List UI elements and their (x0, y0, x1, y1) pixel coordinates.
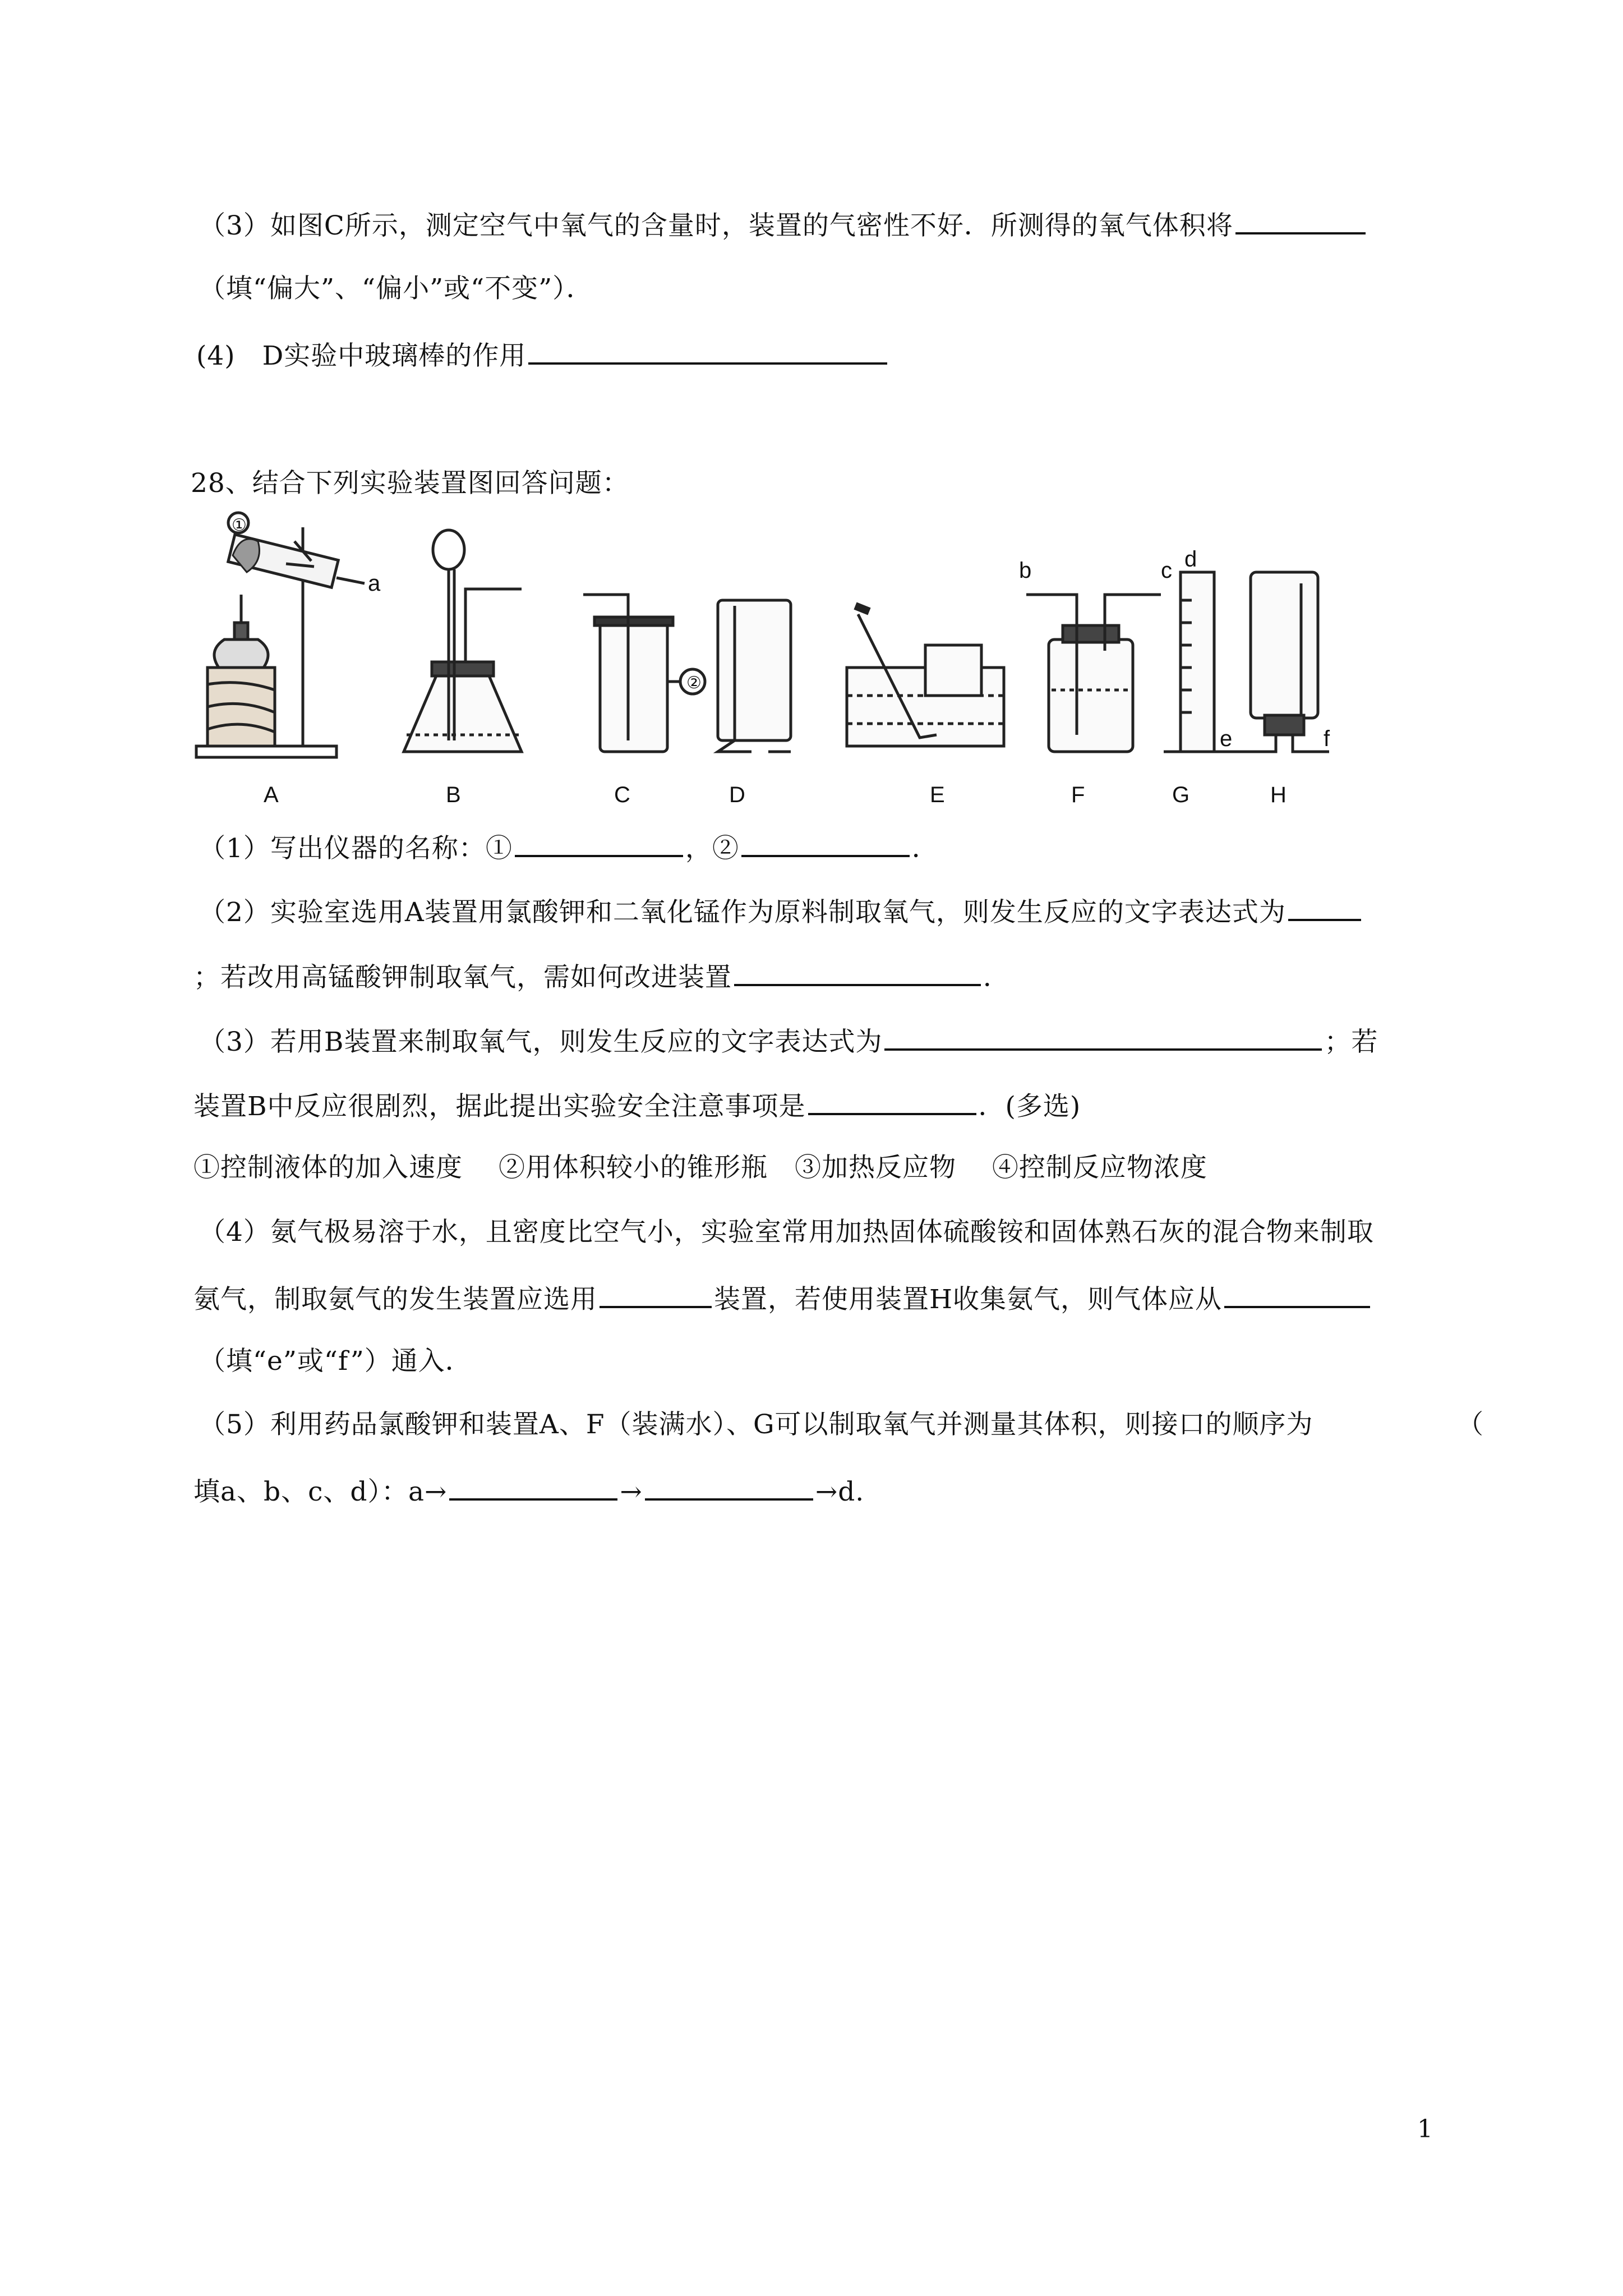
q28-part2-end: ． (983, 962, 1010, 993)
q28-part2-text2: ；若改用高锰酸钾制取氧气，需如何改进装置 (193, 962, 732, 993)
q28-part3-line2 (193, 1087, 1081, 1124)
apparatus-b (404, 530, 522, 752)
apparatus-g (1164, 572, 1231, 752)
q28-part4-text: （4）氨气极易溶于水，且密度比空气小，实验室常用加热固体硫酸铵和固体熟石灰的混合物来制取 (199, 1217, 1374, 1248)
q28-part5-paren-text: （ (1457, 1409, 1484, 1440)
answer-blank[interactable] (884, 1023, 1322, 1051)
q28-part4-line3 (199, 1345, 472, 1378)
answer-blank[interactable] (1288, 893, 1361, 921)
port-d-label: d (1184, 547, 1197, 572)
q27-part4-text: (4) D实验中玻璃棒的作用 (196, 341, 527, 371)
port-e-label: e (1220, 726, 1233, 751)
q28-part2-text: （2）实验室选用A装置用氯酸钾和二氧化锰作为原料制取氧气，则发生反应的文字表达式为 (199, 897, 1286, 928)
answer-blank[interactable] (600, 1280, 712, 1308)
q28-part4-text3: 装置，若使用装置H收集氨气，则气体应从 (714, 1284, 1222, 1315)
port-f-label: f (1324, 726, 1330, 751)
port-b-label: b (1019, 558, 1032, 583)
q28-title (191, 467, 629, 500)
q28-part3-line1 (199, 1023, 1378, 1059)
q27-part4-line (196, 337, 889, 373)
apparatus-figure (185, 510, 1363, 813)
answer-blank[interactable] (1224, 1280, 1370, 1308)
answer-blank[interactable] (734, 958, 981, 986)
q27-part3-hint: （填“偏大”、“偏小”或“不变”）． (199, 273, 593, 304)
q28-part1-end: ． (911, 833, 939, 864)
q27-part3-text: （3）如图C所示，测定空气中氧气的含量时，装置的气密性不好．所测得的氧气体积将 (199, 210, 1233, 241)
q28-part5-line2 (193, 1473, 864, 1509)
q28-part4-line2 (193, 1280, 1372, 1317)
q28-part5-paren (1457, 1408, 1484, 1442)
apparatus-label-c: C (614, 783, 630, 807)
apparatus-label-e: E (930, 783, 945, 807)
q28-part3-text2: 装置B中反应很剧烈，据此提出实验安全注意事项是 (193, 1091, 806, 1122)
answer-blank[interactable] (449, 1473, 617, 1501)
apparatus-c (583, 595, 705, 752)
apparatus-label-g: G (1172, 783, 1190, 807)
apparatus-label-a: A (264, 783, 279, 807)
q28-part2-line1 (199, 893, 1363, 930)
apparatus-a (196, 513, 365, 757)
q28-part5-arrow: → (620, 1476, 643, 1507)
q28-title-text: 28、结合下列实验装置图回答问题： (191, 468, 629, 499)
q28-part2-line2 (193, 958, 1010, 995)
answer-blank[interactable] (515, 829, 683, 857)
answer-blank[interactable] (808, 1087, 976, 1115)
apparatus-d (718, 600, 791, 752)
apparatus-label-b: B (446, 783, 461, 807)
apparatus-h (1228, 572, 1329, 752)
q28-part3-if: ；若 (1324, 1027, 1378, 1057)
q28-options-line (193, 1151, 1207, 1185)
q27-part3-line1 (199, 206, 1368, 243)
answer-blank[interactable] (1235, 206, 1366, 234)
q28-part4-text2: 氨气，制取氨气的发生装置应选用 (193, 1284, 597, 1315)
mark-1: ① (232, 516, 247, 535)
q28-part3-multi: ．(多选) (978, 1091, 1081, 1122)
apparatus-label-d: D (729, 783, 745, 807)
answer-blank[interactable] (741, 829, 910, 857)
q28-part4-hint: （填“e”或“f”）通入． (199, 1346, 472, 1377)
q27-part3-line2 (199, 272, 593, 306)
answer-blank[interactable] (645, 1473, 813, 1501)
mark-2: ② (686, 674, 702, 692)
q28-part1-line (199, 829, 939, 866)
answer-blank[interactable] (528, 337, 887, 365)
q28-part1-text: （1）写出仪器的名称：① (199, 833, 513, 864)
apparatus-label-h: H (1270, 783, 1287, 807)
q28-options-text: ①控制液体的加入速度 ②用体积较小的锥形瓶 ③加热反应物 ④控制反应物浓度 (193, 1152, 1207, 1183)
port-c-label: c (1161, 558, 1172, 583)
apparatus-label-f: F (1071, 783, 1085, 807)
port-a-label: a (368, 571, 381, 596)
q28-part5-text2: 填a、b、c、d）：a→ (193, 1476, 448, 1507)
q28-part1-sep: ，② (685, 833, 739, 864)
q28-part5-line1 (199, 1408, 1313, 1442)
q28-part5-text: （5）利用药品氯酸钾和装置A、F（装满水）、G可以制取氧气并测量其体积，则接口的顺序为 (199, 1409, 1313, 1440)
apparatus-e (847, 606, 1004, 746)
page-number: 1 (1417, 2115, 1433, 2143)
q28-part3-text: （3）若用B装置来制取氧气，则发生反应的文字表达式为 (199, 1027, 883, 1057)
q28-part4-line1 (199, 1216, 1374, 1249)
apparatus-f (1026, 595, 1161, 752)
q28-part5-end: →d. (815, 1476, 865, 1507)
